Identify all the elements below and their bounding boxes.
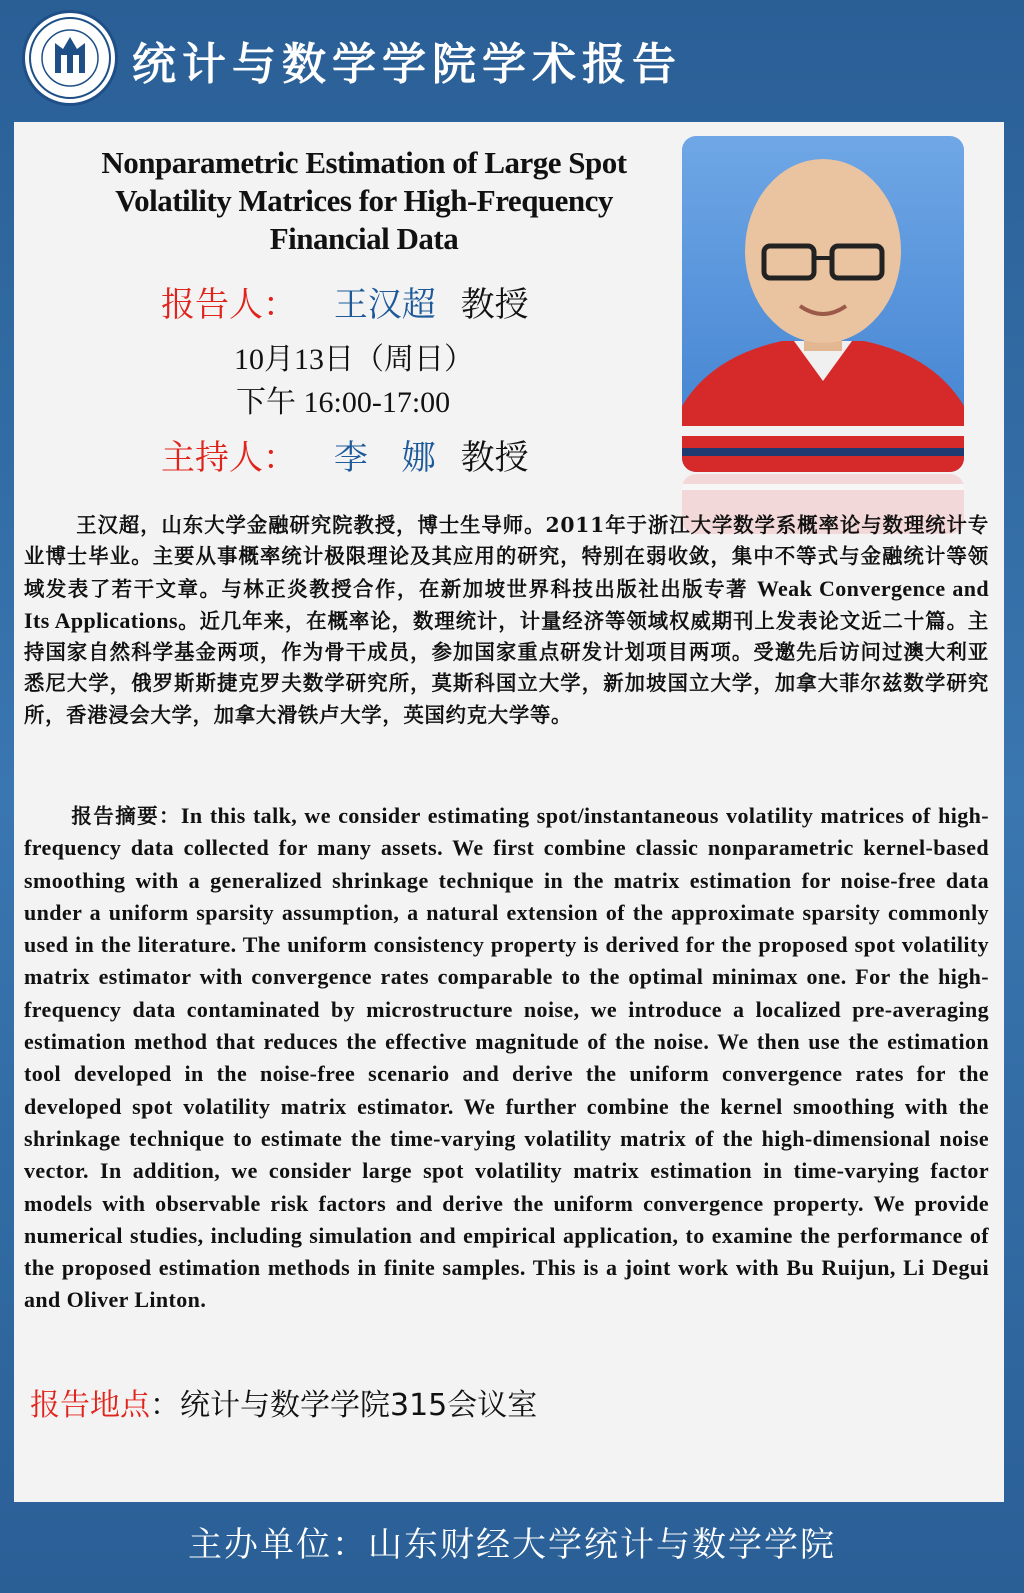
- header-bar: [0, 0, 1024, 120]
- speaker-row: [161, 277, 529, 326]
- header-title: 统计与数学学院学术报告: [132, 39, 682, 90]
- bio-text-2: 。近几年来，在概率论，数理统计，计量经济等领域权威期刊上发表论文近二十篇。主持国家自然科学基金两项，作为骨干成员，参加国家重点研发计划项目两项。受邀先后访问过澳大利亚悉尼大学，俄罗斯斯捷克罗夫数学研究所，莫斯科国立大学，新加坡国立大学，加拿大菲尔兹数学研究所，香港浸会大学，加拿大滑铁卢大学，英国约克大学等。: [24, 608, 989, 727]
- speaker-portrait-icon: [682, 136, 964, 472]
- talk-date: 10月13日（周日）: [234, 343, 474, 376]
- abstract-label: 报告摘要：: [70, 804, 181, 828]
- venue-row: [30, 1380, 537, 1424]
- speaker-name: 王汉超: [333, 285, 436, 325]
- host-row: [161, 430, 529, 479]
- venue-value: 统计与数学学院315会议室: [180, 1388, 538, 1423]
- bio-book-title: Weak Convergence and Its Applications: [24, 575, 989, 633]
- speaker-label: 报告人：: [161, 285, 297, 325]
- talk-abstract: [24, 800, 989, 1317]
- venue-label: 报告地点: [30, 1388, 150, 1423]
- bio-text-1: 王汉超，山东大学金融研究院教授，博士生导师。2011年于浙江大学数学系概率论与数理统计专业博士毕业。主要从事概率统计极限理论及其应用的研究，特别在弱收敛，集中不等式与金融统计等领域发表了若干文章。与林正炎教授合作，在新加坡世界科技出版社出版专著: [24, 513, 989, 601]
- content-panel: [14, 122, 1004, 1502]
- organizer-footer: 主办单位：山东财经大学统计与数学学院: [188, 1525, 836, 1565]
- venue-colon: ：: [150, 1388, 180, 1423]
- talk-time: 下午 16:00-17:00: [236, 386, 451, 419]
- host-name: 李 娜: [333, 438, 436, 478]
- speaker-bio: [24, 510, 989, 731]
- university-seal-icon: [22, 10, 118, 106]
- abstract-text: In this talk, we consider estimating spot/instantaneous volatility matrices of high-frequency data collected for many assets. We first combine classic nonparametric kernel-based smoothing with a generalized shrinkage technique in the matrix estimation for noise-free data under a uniform sparsity assumption, a natural extension of the approximate sparsity commonly used in the literature. The uniform consistency property is derived for the proposed spot volatility matrix estimator with convergence rates comparable to the optimal minimax one. For the high-frequency data contaminated by microstructure noise, we introduce a localized pre-averaging estimation method that reduces the effective magnitude of the noise. We then use the estimation tool developed in the noise-free scenario and derive the uniform convergence rates for the developed spot volatility matrix estimator. We further combine the kernel smoothing with the shrinkage technique to estimate the time-varying volatility matrix of the high-dimensional noise vector. In addition, we consider large spot volatility matrix estimation in time-varying factor models with observable risk factors and derive the uniform convergence property. We provide numerical studies, including simulation and empirical application, to examine the performance of the proposed estimation methods in finite samples. This is a joint work with Bu Ruijun, Li Degui and Oliver Linton.: [24, 803, 989, 1313]
- talk-title: Nonparametric Estimation of Large Spot Volatility Matrices for High-Frequency Financial Data: [101, 145, 627, 256]
- host-title: 教授: [460, 438, 529, 478]
- host-label: 主持人：: [161, 438, 297, 478]
- speaker-title: 教授: [460, 285, 529, 325]
